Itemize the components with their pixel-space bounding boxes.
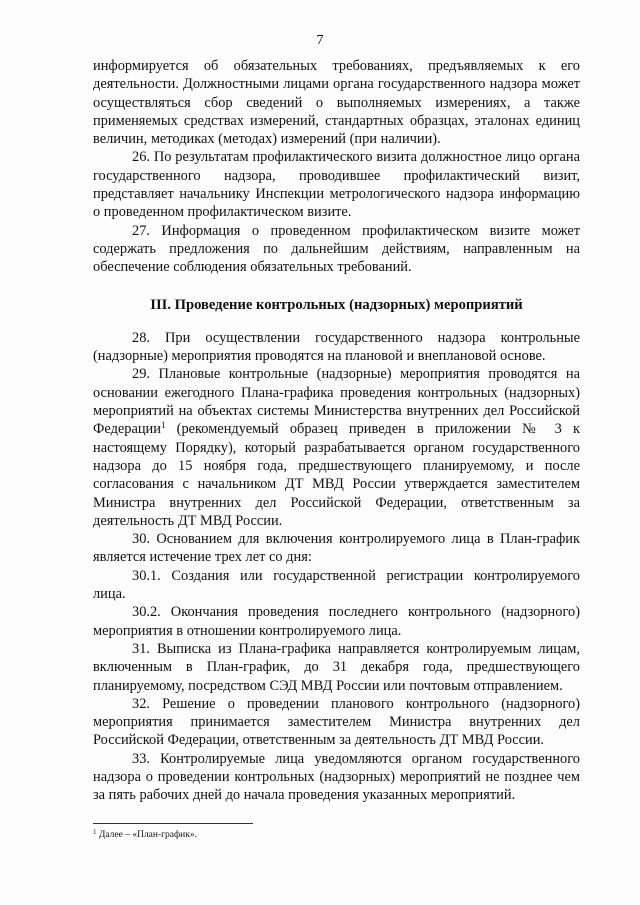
footnote-divider — [93, 823, 253, 824]
paragraph-27: 27. Информация о проведенном профилактическом визите может содержать предложения по дальнейшим действиям, направленным на обеспечение соблюдения обязательных требований. — [93, 222, 580, 276]
section-heading: III. Проведение контрольных (надзорных) мероприятий — [150, 296, 523, 313]
paragraph-29-part1: 29. Плановые контрольные (надзорные) мероприятия проводятся на основании ежегодного Плана-графика проведения контрольных (надзорных) мероприятий на объектах системы Министерства внутренних дел Российской Федерации — [93, 366, 580, 438]
paragraph-30: 30. Основанием для включения контролируемого лица в План-график является истечение трех лет со дня: — [93, 531, 580, 566]
paragraph-30-1: 30.1. Создания или государственной регистрации контролируемого лица. — [93, 567, 580, 603]
footnote-reference: 1 — [160, 420, 166, 431]
paragraph-31: 31. Выписка из Плана-графика направляется контролируемым лицам, включенным в План-график, до 31 декабря года, предшествующего планируемому, посредством СЭД МВД России или почтовым отправлением. — [93, 640, 580, 694]
footnote-text: Далее – «План-график». — [96, 830, 197, 840]
paragraph-continuation: информируется об обязательных требованиях, предъявляемых к его деятельности. Должностными лицами органа государственного надзора может осуществляться сбор сведений о выполняемых измерениях, а также применяемых средствах измерений, стандартных образцах, эталонах единиц величин, методиках (методах) измерений (при наличии). — [93, 58, 580, 148]
paragraph-32: 32. Решение о проведении планового контрольного (надзорного) мероприятия принимается заместителем Министра внутренних дел Российской Федерации, ответственным за деятельность ДТ МВД России. — [93, 695, 580, 749]
paragraph-28: 28. При осуществлении государственного надзора контрольные (надзорные) мероприятия проводятся на плановой и внеплановой основе. — [93, 329, 580, 365]
paragraph-26: 26. По результатам профилактического визита должностное лицо органа государственного надзора, проводившее профилактический визит, представляет начальнику Инспекции метрологического надзора информацию о проведенном профилактическом визите. — [93, 149, 580, 221]
paragraph-33: 33. Контролируемые лица уведомляются органом государственного надзора о проведении контрольных (надзорных) мероприятий не позднее чем за пять рабочих дней до начала проведения указанных мероприятий. — [93, 750, 580, 804]
paragraph-30-2: 30.2. Окончания проведения последнего контрольного (надзорного) мероприятия в отношении контролируемого лица. — [93, 604, 580, 639]
document-body — [93, 57, 580, 805]
footnote — [93, 829, 197, 841]
paragraph-29 — [93, 365, 580, 530]
page-number: 7 — [316, 33, 324, 48]
paragraph-29-part2: (рекомендуемый образец приведен в приложении № 3 к настоящему Порядку), который разрабатывается органом государственного надзора до 15 ноября года, предшествующего планируемому, и после согласования с начальником ДТ МВД России утверждается заместителем Министра внутренних дел Российской Федерации, ответственным за деятельность ДТ МВД России. — [93, 421, 580, 529]
footnote-marker: 1 — [93, 828, 97, 836]
